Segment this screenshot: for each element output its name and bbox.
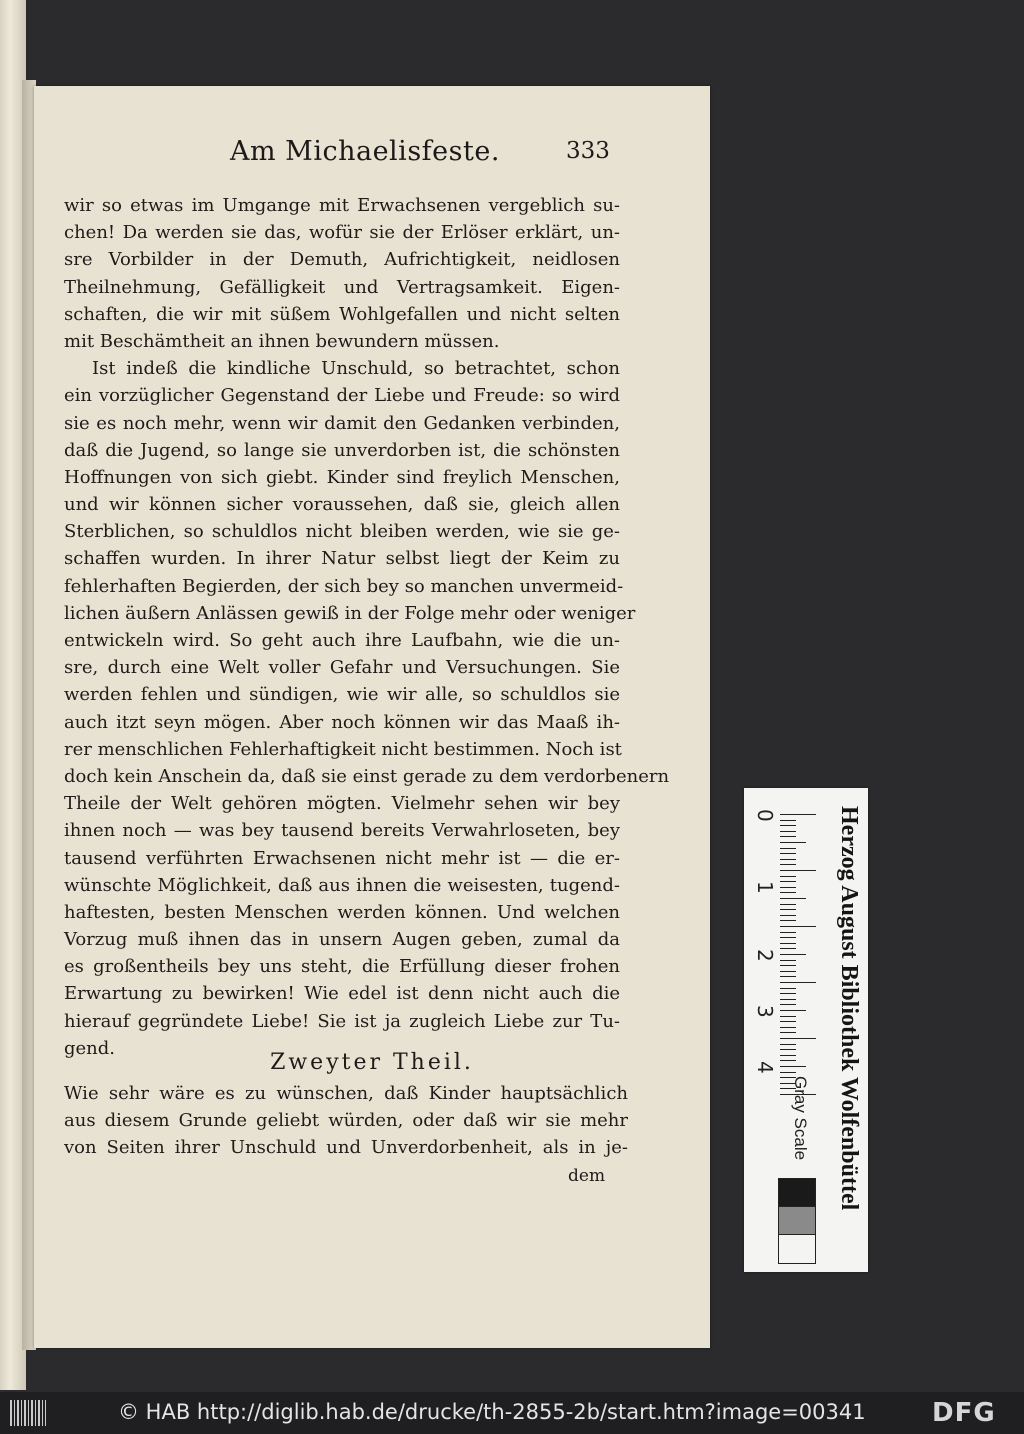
running-title: Am Michaelisfeste. — [230, 136, 500, 167]
text-line: entwickeln wird. So geht auch ihre Laufbahn, wie die un- — [64, 630, 620, 651]
ruler-tick — [780, 876, 796, 877]
ruler-number: 3 — [753, 1005, 777, 1018]
ruler-number: 2 — [753, 949, 777, 962]
ruler-tick — [780, 1044, 796, 1045]
ruler-tick — [780, 904, 796, 905]
catchword: dem — [568, 1166, 606, 1186]
ruler-tick — [780, 842, 806, 843]
text-line: mit Beschämtheit an ihnen bewundern müssen. — [64, 330, 500, 352]
ruler-tick — [780, 1055, 796, 1056]
text-line: tausend verführten Erwachsenen nicht mehr ist — die er- — [64, 847, 620, 869]
text-line: aus diesem Grunde geliebt würden, oder daß wir sie mehr — [64, 1110, 628, 1132]
ruler-tick — [780, 993, 796, 994]
ruler-tick — [780, 864, 796, 865]
ruler-tick — [780, 1072, 796, 1073]
ruler-tick — [780, 1066, 806, 1067]
ruler-tick — [780, 915, 796, 916]
text-line: Wie sehr wäre es zu wünschen, daß Kinder hauptsächlich — [64, 1083, 628, 1104]
text-line: ihnen noch — was bey tausend bereits Verwahrloseten, bey — [64, 820, 620, 842]
book-page — [34, 86, 710, 1348]
text-line: auch itzt seyn mögen. Aber noch können wir das Maaß ih- — [64, 711, 620, 733]
ruler-tick — [780, 1016, 796, 1017]
ruler-tick — [780, 1032, 796, 1033]
text-line: haftesten, besten Menschen werden können. Und welchen — [64, 901, 620, 923]
ruler-tick — [780, 937, 796, 938]
ruler-tick — [780, 971, 796, 972]
text-line: rer menschlichen Fehlerhaftigkeit nicht bestimmen. Noch ist — [64, 738, 622, 760]
ruler-tick — [780, 892, 796, 893]
ruler-tick — [780, 848, 796, 849]
ruler-tick — [780, 943, 796, 944]
text-line: Sterblichen, so schuldlos nicht bleiben werden, wie sie ge- — [64, 521, 620, 543]
text-line: Erwartung zu bewirken! Wie edel ist denn nicht auch die — [64, 983, 620, 1005]
page-number: 333 — [566, 138, 610, 164]
text-line: fehlerhaften Begierden, der sich bey so manchen unvermeid- — [64, 575, 624, 597]
ruler-tick — [780, 870, 816, 871]
text-line: sre Vorbilder in der Demuth, Aufrichtigkeit, neidlosen — [64, 249, 620, 271]
ruler-tick — [780, 1038, 816, 1039]
ruler-tick — [780, 859, 796, 860]
ruler-tick — [780, 881, 796, 882]
barcode-icon — [10, 1400, 46, 1426]
text-line: Vorzug muß ihnen das in unsern Augen geben, zumal da — [64, 929, 620, 951]
ruler-tick — [780, 1010, 806, 1011]
section-text — [64, 1080, 628, 1162]
text-line: werden fehlen und sündigen, wie wir alle, so schuldlos sie — [64, 684, 620, 706]
text-line: wünschte Möglichkeit, daß aus ihnen die weisesten, tugend- — [64, 874, 620, 896]
institution-name: Herzog August Bibliothek Wolfenbüttel — [836, 806, 862, 1211]
ruler-tick — [780, 960, 796, 961]
text-line: sie es noch mehr, wenn wir damit den Gedanken verbinden, — [64, 412, 620, 434]
gray-swatch-dark — [778, 1178, 816, 1208]
ruler-tick — [780, 814, 816, 815]
gray-swatch-light — [778, 1234, 816, 1264]
ruler-tick — [780, 932, 796, 933]
ruler-tick — [780, 1060, 796, 1061]
text-line: Theile der Welt gehören mögten. Vielmehr sehen wir bey — [64, 793, 620, 815]
ruler-tick — [780, 954, 806, 955]
ruler-tick — [780, 909, 796, 910]
ruler-number: 0 — [753, 809, 777, 822]
text-line: von Seiten ihrer Unschuld und Unverdorbenheit, als in je- — [64, 1137, 628, 1159]
ruler-tick — [780, 1021, 796, 1022]
text-line: Hoffnungen von sich giebt. Kinder sind freylich Menschen, — [64, 466, 620, 488]
text-line: Ist indeß die kindliche Unschuld, so betrachtet, schon — [92, 358, 620, 380]
section-heading: Zweyter Theil. — [270, 1050, 474, 1075]
text-line: gend. — [64, 1037, 116, 1059]
page-header — [34, 136, 710, 184]
text-line: Theilnehmung, Gefälligkeit und Vertragsamkeit. Eigen- — [64, 276, 620, 298]
gray-scale-label: Gray Scale — [791, 1076, 810, 1161]
ruler-tick — [780, 920, 796, 921]
ruler-tick — [780, 898, 806, 899]
ruler-tick — [780, 965, 796, 966]
ruler-number: 1 — [753, 881, 777, 894]
text-line: es großentheils bey uns steht, die Erfüllung dieser frohen — [64, 956, 620, 978]
ruler-tick — [780, 982, 816, 983]
ruler-tick — [780, 836, 796, 837]
text-line: schaften, die wir mit süßem Wohlgefallen und nicht selten — [64, 303, 620, 325]
ruler-tick — [780, 820, 796, 821]
text-line: und wir können sicher voraussehen, daß sie, gleich allen — [64, 494, 620, 516]
dfg-logo: DFG — [932, 1398, 996, 1428]
ruler-tick — [780, 926, 816, 927]
ruler-tick — [780, 988, 796, 989]
ruler-number: 4 — [753, 1061, 777, 1074]
text-line: daß die Jugend, so lange sie unverdorben ist, die schönsten — [64, 439, 620, 461]
ruler-tick — [780, 1049, 796, 1050]
text-line: lichen äußern Anlässen gewiß in der Folge mehr oder weniger — [64, 602, 636, 624]
ruler-tick — [780, 853, 796, 854]
ruler-tick — [780, 1004, 796, 1005]
ruler-tick — [780, 887, 796, 888]
ruler-tick — [780, 976, 796, 977]
ruler-tick — [780, 831, 796, 832]
viewer-footer — [0, 1392, 1024, 1434]
color-scale-card — [744, 788, 868, 1272]
text-line: hierauf gegründete Liebe! Sie ist ja zugleich Liebe zur Tu- — [64, 1010, 620, 1032]
text-line: doch kein Anschein da, daß sie einst gerade zu dem verdorbenern — [64, 765, 670, 787]
text-line: chen! Da werden sie das, wofür sie der Erlöser erklärt, un- — [64, 222, 620, 244]
ruler-tick — [780, 999, 796, 1000]
text-line: ein vorzüglicher Gegenstand der Liebe und Freude: so wird — [64, 385, 620, 407]
body-text — [64, 192, 670, 1062]
text-line: sre, durch eine Welt voller Gefahr und Versuchungen. Sie — [64, 657, 620, 679]
text-line: wir so etwas im Umgange mit Erwachsenen vergeblich su- — [64, 195, 620, 216]
ruler-tick — [780, 948, 796, 949]
copyright-link[interactable]: © HAB http://diglib.hab.de/drucke/th-2855-2b/start.htm?image=00341 — [118, 1400, 866, 1424]
gray-swatch-mid — [778, 1206, 816, 1236]
ruler-tick — [780, 1027, 796, 1028]
ruler-tick — [780, 825, 796, 826]
text-line: schaffen wurden. In ihrer Natur selbst liegt der Keim zu — [64, 548, 620, 570]
